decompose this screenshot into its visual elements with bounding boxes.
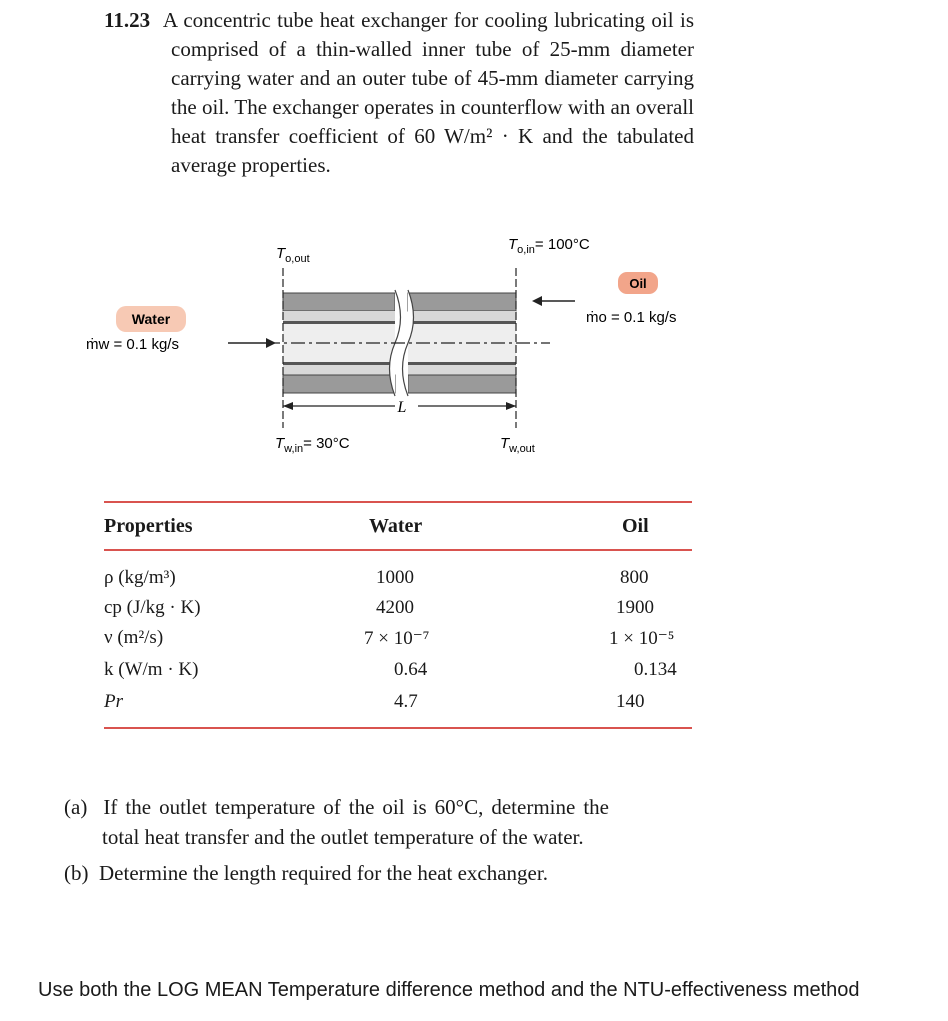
t-w-in-label: $T_{w,in}= 30^\circ C$ xyxy=(275,435,350,455)
oil-flow-label: ṁo = 0.1 kg/s xyxy=(586,309,677,326)
problem-paragraph xyxy=(104,6,694,180)
prop-prandtl: Pr xyxy=(104,691,123,712)
t-w-out-label: $T_{w,out}$ xyxy=(500,435,535,455)
outer-wall-top-right xyxy=(408,293,516,311)
prop-viscosity: ν (m²/s) xyxy=(104,627,164,648)
length-arrow-left xyxy=(283,402,293,410)
inner-wall-top-left xyxy=(283,321,395,324)
water-viscosity: 7 × 10⁻⁷ xyxy=(364,628,430,649)
oil-prandtl: 140 xyxy=(616,691,645,712)
method-note: Use both the LOG MEAN Temperature difference method and the NTU-effectiveness method xyxy=(38,979,860,1001)
part-b-label: (b) xyxy=(64,861,89,885)
problem-text: A concentric tube heat exchanger for cooling lubricating oil is comprised of a thin-walled inner tube of 25-mm diameter carrying water and an outer tube of 45-mm diameter carrying the oil. The exchanger operates in counterflow with an overall heat transfer coefficient of 60 W/m² · K and the tabulated average properties. xyxy=(162,8,695,177)
oil-specific-heat: 1900 xyxy=(616,597,654,618)
water-specific-heat: 4200 xyxy=(376,597,414,618)
table-header-rule xyxy=(104,549,692,551)
table-top-rule xyxy=(104,501,692,503)
length-arrow-right xyxy=(506,402,516,410)
oil-conductivity: 0.134 xyxy=(634,659,677,680)
annulus-bottom-right xyxy=(408,365,516,375)
outer-wall-top-left xyxy=(283,293,395,311)
inner-wall-bottom-right xyxy=(408,362,516,365)
water-density: 1000 xyxy=(376,567,414,588)
problem-parts xyxy=(64,792,609,894)
t-o-out-label: $T_{o,out}$ xyxy=(276,245,310,265)
water-flow-label: ṁw = 0.1 kg/s xyxy=(86,336,179,353)
water-conductivity: 0.64 xyxy=(394,659,428,680)
prop-specific-heat: cp (J/kg · K) xyxy=(104,597,201,618)
prop-density: ρ (kg/m³) xyxy=(104,567,176,588)
part-b xyxy=(64,858,609,888)
header-properties: Properties xyxy=(104,515,193,537)
length-label: L xyxy=(397,399,407,416)
t-o-in-label: $T_{o,in}= 100^\circ C$ xyxy=(508,236,590,256)
oil-viscosity: 1 × 10⁻⁵ xyxy=(609,628,675,649)
prop-conductivity: k (W/m · K) xyxy=(104,659,199,680)
problem-statement xyxy=(104,6,694,180)
water-prandtl: 4.7 xyxy=(394,691,418,712)
annulus-top-left xyxy=(283,311,395,321)
annulus-bottom-left xyxy=(283,365,395,375)
water-inlet-arrowhead xyxy=(266,338,276,348)
part-a xyxy=(64,792,609,852)
part-a-text: If the outlet temperature of the oil is 60°C, determine the total heat transfer and the outlet temperature of the water. xyxy=(102,795,609,849)
problem-number: 11.23 xyxy=(104,8,151,32)
inner-wall-bottom-left xyxy=(283,362,395,365)
oil-inlet-arrowhead xyxy=(532,296,542,306)
annulus-top-right xyxy=(408,311,516,321)
oil-badge-label: Oil xyxy=(629,276,647,291)
header-water: Water xyxy=(369,515,423,537)
outer-wall-bottom-left xyxy=(283,375,395,393)
heat-exchanger-diagram xyxy=(80,228,720,468)
table-bottom-rule xyxy=(104,727,692,729)
part-b-text: Determine the length required for the heat exchanger. xyxy=(99,861,548,885)
header-oil: Oil xyxy=(622,515,649,537)
part-a-label: (a) xyxy=(64,795,88,819)
outer-wall-bottom-right xyxy=(408,375,516,393)
oil-density: 800 xyxy=(620,567,649,588)
water-badge-label: Water xyxy=(131,311,171,327)
inner-wall-top-right xyxy=(408,321,516,324)
